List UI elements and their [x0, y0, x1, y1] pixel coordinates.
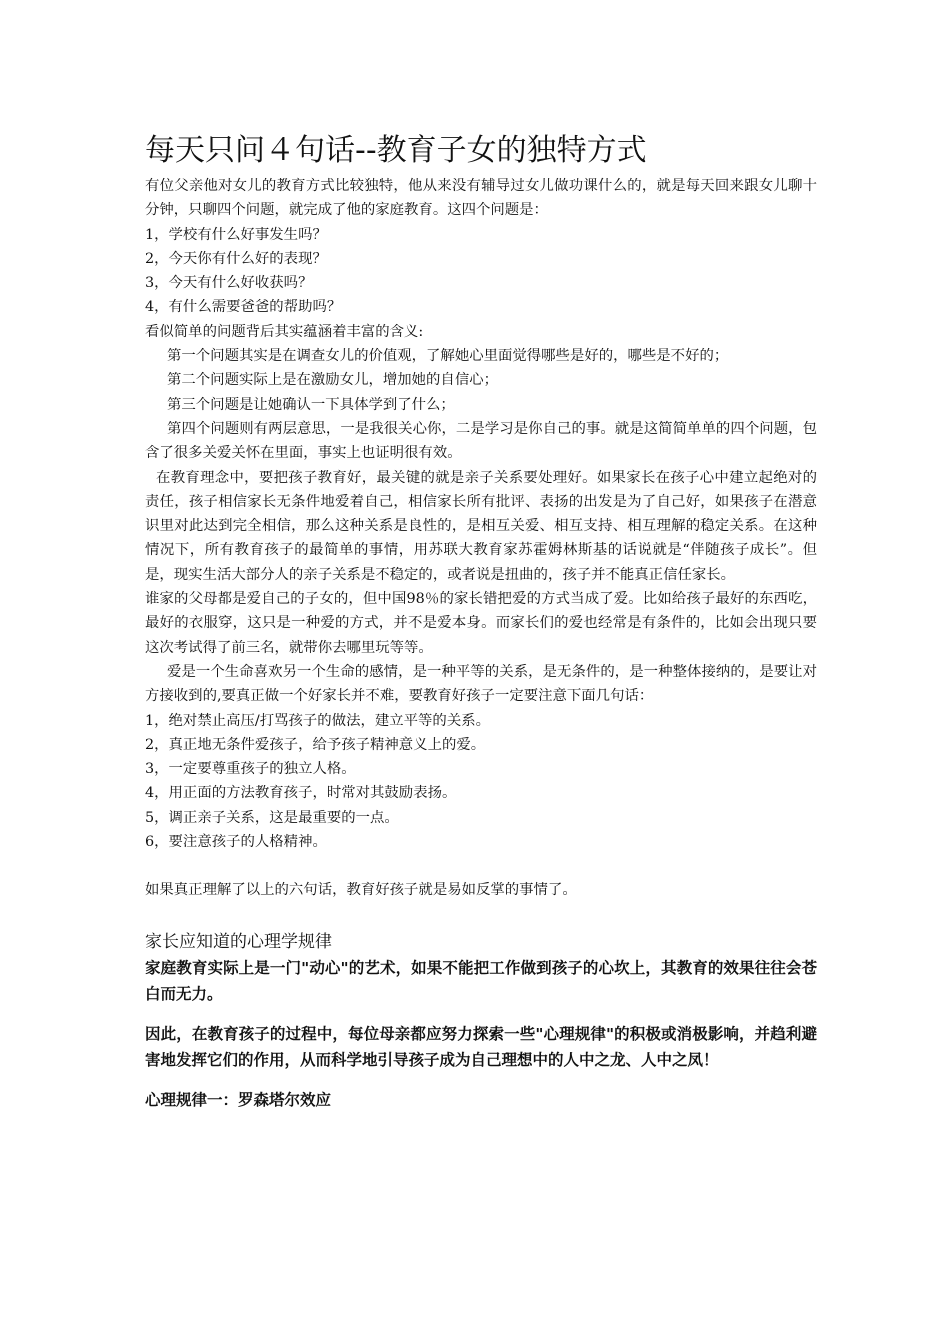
meaning-item: 第二个问题实际上是在激励女儿，增加她的自信心；	[167, 372, 498, 389]
meaning-item: 第三个问题是让她确认一下具体学到了什么；	[167, 396, 455, 413]
document-title: 每天只问４句话--教育子女的独特方式	[145, 133, 647, 168]
psychology-rule-heading: 心理规律一：罗森塔尔效应	[145, 1090, 332, 1109]
rule-item: 3，一定要尊重孩子的独立人格。	[145, 761, 356, 778]
meaning-item: 第四个问题则有两层意思，一是我很关心你，二是学习是你自己的事。就是这简简单单的四个问题，包含了很多关爱关怀在里面，事实上也证明很有效。	[145, 420, 817, 462]
question-item: 1，学校有什么好事发生吗？	[145, 226, 327, 243]
question-item: 4，有什么需要爸爸的帮助吗？	[145, 299, 342, 316]
relationship-paragraph: 在教育理念中，要把孩子教育好，最关键的就是亲子关系要处理好。如果家长在孩子心中建立起绝对的责任，孩子相信家长无条件地爱着自己，相信家长所有批评、表扬的出发是为了自己好，如果孩子在潜意识里对此达到完全相信，那么这种关系是良性的，是相互关爱、相互支持、相互理解的稳定关系。在这种情况下，所有教育孩子的最简单的事情，用苏联大教育家苏霍姆林斯基的话说就是“伴随孩子成长”。但是，现实生活大部分人的亲子关系是不稳定的，或者说是扭曲的，孩子并不能真正信任家长。	[145, 469, 817, 583]
blank-line	[145, 854, 817, 878]
rule-item: 1，绝对禁止高压/打骂孩子的做法，建立平等的关系。	[145, 712, 490, 729]
meaning-intro: 看似简单的问题背后其实蕴涵着丰富的含义:	[145, 323, 424, 340]
rule-item: 4，用正面的方法教育孩子，时常对其鼓励表扬。	[145, 785, 457, 802]
love-definition-paragraph: 爱是一个生命喜欢另一个生命的感情，是一种平等的关系，是无条件的，是一种整体接纳的，是要让对方接收到的,要真正做一个好家长并不难，要教育好孩子一定要注意下面几句话：	[145, 663, 817, 705]
rule-item: 2，真正地无条件爱孩子，给予孩子精神意义上的爱。	[145, 736, 486, 753]
section-paragraph: 家庭教育实际上是一门"动心"的艺术，如果不能把工作做到孩子的心坎上，其教育的效果往往会苍白而无力。	[145, 958, 817, 1003]
question-item: 3，今天有什么好收获吗？	[145, 275, 313, 292]
meaning-item: 第一个问题其实是在调查女儿的价值观，了解她心里面觉得哪些是好的，哪些是不好的；	[167, 348, 729, 365]
rule-item: 6，要注意孩子的人格精神。	[145, 834, 327, 851]
document-page	[145, 128, 817, 1113]
section-paragraph: 因此，在教育孩子的过程中，每位母亲都应努力探索一些"心理规律"的积极或消极影响，并趋利避害地发挥它们的作用，从而科学地引导孩子成为自己理想中的人中之龙、人中之凤！	[145, 1024, 817, 1069]
section-heading: 家长应知道的心理学规律	[145, 931, 332, 952]
love-paragraph: 谁家的父母都是爱自己的子女的，但中国98％的家长错把爱的方式当成了爱。比如给孩子最好的东西吃，最好的衣服穿，这只是一种爱的方式，并不是爱本身。而家长们的爱也经常是有条件的，比如会出现只要这次考试得了前三名，就带你去哪里玩等等。	[145, 591, 817, 656]
rule-item: 5，调正亲子关系，这是最重要的一点。	[145, 809, 399, 826]
intro-paragraph: 有位父亲他对女儿的教育方式比较独特，他从来没有辅导过女儿做功课什么的，就是每天回来跟女儿聊十分钟，只聊四个问题，就完成了他的家庭教育。这四个问题是：	[145, 178, 817, 219]
conclusion-paragraph: 如果真正理解了以上的六句话，教育好孩子就是易如反掌的事情了。	[145, 882, 577, 899]
question-item: 2，今天你有什么好的表现？	[145, 250, 327, 267]
